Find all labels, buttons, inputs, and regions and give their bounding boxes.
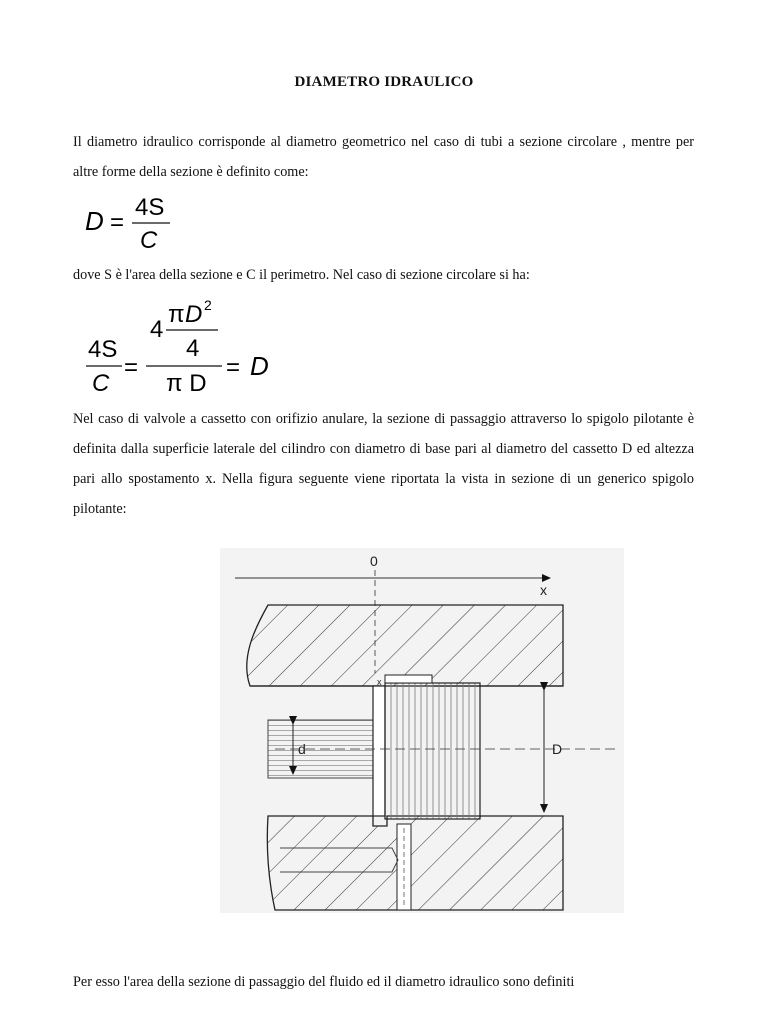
document-title: DIAMETRO IDRAULICO — [294, 74, 474, 90]
label-zero: 0 — [370, 553, 378, 569]
label-x-small: x — [377, 677, 382, 687]
formula2-inner-den: 4 — [186, 335, 200, 362]
formula2-eq1: = — [124, 354, 139, 381]
formula1-numerator: 4S — [135, 194, 165, 221]
lower-housing — [267, 816, 563, 910]
formula1-lhs: D — [85, 206, 104, 236]
label-d: d — [298, 741, 306, 757]
label-x-axis: x — [540, 582, 547, 598]
paragraph-conclusion: Per esso l'area della sezione di passaggio del fluido ed il diametro idraulico sono definiti — [73, 974, 575, 990]
formula1-equals: = — [110, 209, 125, 236]
formula2-num1: 4S — [88, 336, 118, 363]
formula1-denominator: C — [140, 227, 158, 254]
formula2-den1: C — [92, 370, 110, 397]
formula2-four: 4 — [150, 316, 164, 343]
formula2-den2: π D — [166, 370, 207, 397]
spool-shoulder — [373, 686, 385, 816]
paragraph-intro: Il diametro idraulico corrisponde al diametro geometrico nel caso di tubi a sezione circolare , mentre per altre forme della sezione è definito come: — [73, 134, 694, 180]
label-D: D — [552, 741, 563, 757]
figure-metering-edge-section — [220, 548, 624, 913]
paragraph-spool-valve: Nel caso di valvole a cassetto con orifizio anulare, la sezione di passaggio attraverso lo spigolo pilotante è definita dalla superficie laterale del cilindro con diametro di base pari al diametro del cassetto D ed altezza pari allo spostamento x. Nella figura seguente viene riportata la vista in sezione di un generico spigolo pilotante: — [73, 411, 694, 517]
spool-land — [385, 683, 480, 819]
upper-housing — [247, 605, 563, 686]
formula-circular-section — [80, 293, 300, 403]
formula2-pi: π — [168, 301, 185, 328]
formula2-eq2: = — [226, 354, 241, 381]
opening-gap — [385, 675, 432, 683]
paragraph-definition: dove S è l'area della sezione e C il perimetro. Nel caso di sezione circolare si ha: — [73, 267, 530, 283]
formula2-rhs: D — [250, 351, 269, 381]
formula2-exponent: 2 — [204, 297, 212, 313]
formula-hydraulic-diameter — [80, 188, 200, 258]
formula2-D: D — [185, 301, 203, 328]
